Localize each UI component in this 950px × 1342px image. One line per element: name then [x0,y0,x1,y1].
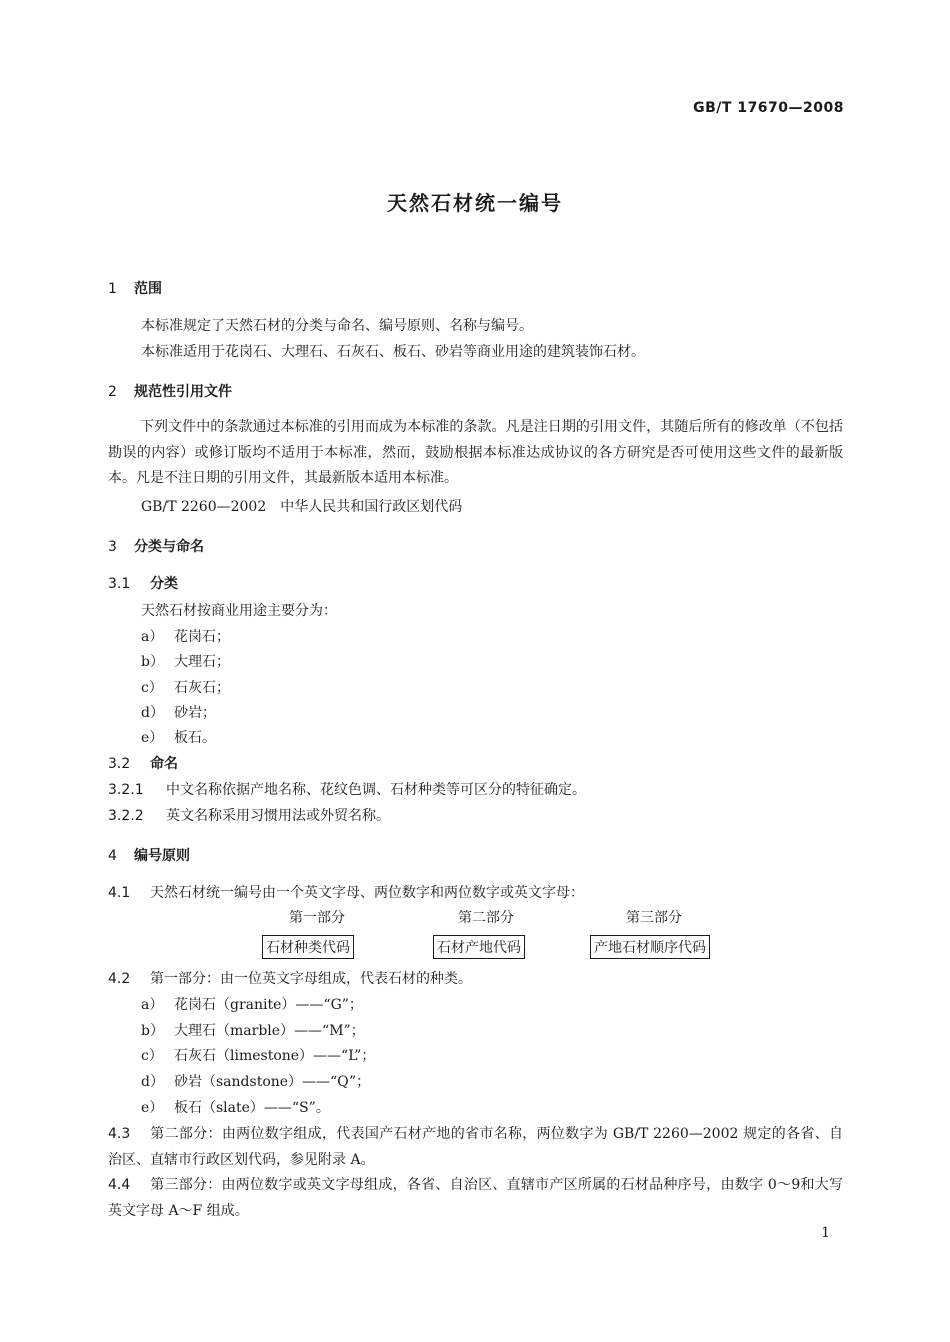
section-number: 2 [108,384,117,400]
section-1-paragraph-1: 本标准规定了天然石材的分类与命名、编号原则、名称与编号。 [141,318,533,334]
list-text: 花岗石（granite）——“G”； [174,997,363,1013]
section-2-heading [108,381,232,401]
clause-number: 4.1 [108,885,131,901]
clause-text: 英文名称采用习惯用法或外贸名称。 [166,808,390,824]
clause-number: 3.2.1 [108,782,144,798]
list-item [141,1020,365,1040]
list-label: e） [141,730,164,746]
clause-text: 中文名称依据产地名称、花纹色调、石材种类等可区分的特征确定。 [166,782,586,798]
list-text: 砂岩； [174,705,216,721]
list-item [141,626,230,646]
list-item [141,651,230,671]
clause-3-2-2 [108,805,390,825]
list-label: b） [141,1023,164,1039]
clause-number: 3.2.2 [108,808,144,824]
section-2-paragraph: 下列文件中的条款通过本标准的引用而成为本标准的条款。凡是注日期的引用文件，其随后所有的修改单（不包括勘误的内容）或修订版均不适用于本标准，然而，鼓励根据本标准达成协议的各方研究是否可使用这些文件的最新版本。凡是不注日期的引用文件，其最新版本适用本标准。 [108,419,843,486]
section-1-paragraph-2: 本标准适用于花岗石、大理石、石灰石、板石、砂岩等商业用途的建筑装饰石材。 [141,344,645,360]
page-number: 1 [821,1225,830,1241]
clause-text: 天然石材统一编号由一个英文字母、两位数字和两位数字或英文字母： [150,885,584,901]
classification-intro: 天然石材按商业用途主要分为： [141,603,337,619]
list-label: a） [141,997,164,1013]
list-item [141,1097,330,1117]
section-number: 3.1 [108,576,131,592]
section-3-2-heading [108,753,178,773]
clause-number: 4.3 [108,1126,131,1142]
list-text: 板石（slate）——“S”。 [174,1100,330,1116]
list-text: 板石。 [174,730,216,746]
clause-4-2 [108,968,472,988]
list-label: d） [141,705,164,721]
section-title: 范围 [134,281,162,297]
clause-text: 第二部分：由两位数字组成，代表国产石材产地的省市名称，两位数字为 GB/T 2260—2002 规定的各省、自治区、直辖市行政区划代码，参见附录 A。 [108,1126,843,1168]
list-text: 砂岩（sandstone）——“Q”； [174,1074,371,1090]
list-text: 大理石； [174,654,230,670]
section-number: 1 [108,281,117,297]
list-text: 大理石（marble）——“M”； [174,1023,365,1039]
section-number: 3 [108,539,117,555]
section-4-heading [108,845,190,865]
clause-4-1 [108,882,584,902]
document-title: 天然石材统一编号 [387,191,563,215]
list-label: e） [141,1100,164,1116]
code-part-box: 石材种类代码 [262,935,354,959]
part-label: 第三部分 [626,910,682,926]
section-title: 规范性引用文件 [134,384,232,400]
list-label: a） [141,629,164,645]
list-label: c） [141,1048,163,1064]
list-item [141,677,230,697]
section-title: 分类与命名 [134,539,204,555]
clause-text: 第三部分：由两位数字或英文字母组成，各省、自治区、直辖市产区所属的石材品种序号，由数字 0～9和大写英文字母 A～F 组成。 [108,1177,843,1219]
code-part-box: 石材产地代码 [433,935,525,959]
list-item [141,1045,375,1065]
list-label: b） [141,654,164,670]
section-title: 编号原则 [134,848,190,864]
list-text: 石灰石； [174,680,230,696]
section-3-heading [108,536,204,556]
list-label: c） [141,680,163,696]
list-text: 花岗石； [174,629,230,645]
section-title: 分类 [150,576,178,592]
section-1-heading [108,278,162,298]
list-text: 石灰石（limestone）——“L”； [174,1048,376,1064]
code-part-box: 产地石材顺序代码 [590,935,710,959]
list-item [141,1071,370,1091]
clause-4-3 [108,1122,843,1173]
section-number: 3.2 [108,756,131,772]
list-item [141,994,363,1014]
clause-text: 第一部分：由一位英文字母组成，代表石材的种类。 [150,971,472,987]
clause-number: 4.2 [108,971,131,987]
normative-reference: GB/T 2260—2002 中华人民共和国行政区划代码 [141,499,463,515]
clause-4-4 [108,1173,843,1224]
list-label: d） [141,1074,164,1090]
section-title: 命名 [150,756,178,772]
section-3-1-heading [108,573,178,593]
part-label: 第一部分 [289,910,345,926]
clause-number: 4.4 [108,1177,131,1193]
list-item [141,727,216,747]
section-number: 4 [108,848,117,864]
list-item [141,702,216,722]
clause-3-2-1 [108,779,586,799]
part-label: 第二部分 [458,910,514,926]
standard-number: GB/T 17670—2008 [693,100,844,116]
